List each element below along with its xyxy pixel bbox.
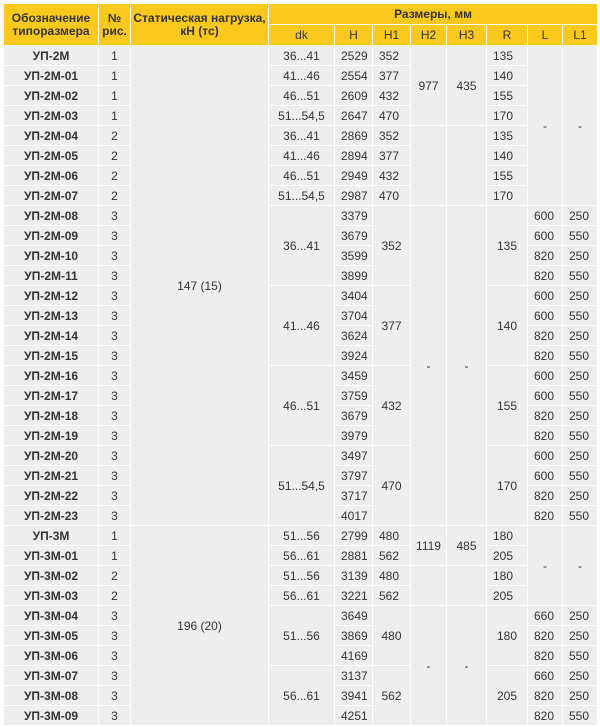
h-cell: 3139 — [335, 566, 373, 586]
h-cell: 3899 — [335, 266, 373, 286]
fig-no-cell: 1 — [99, 46, 131, 66]
l-cell: 600 — [528, 286, 563, 306]
fig-no-cell: 3 — [99, 246, 131, 266]
l1-cell: 250 — [563, 406, 598, 426]
table-row — [4, 586, 598, 606]
h1-cell: 432 — [373, 166, 411, 186]
dk-cell: 41...46 — [269, 286, 335, 366]
l-cell: 820 — [528, 626, 563, 646]
fig-no-cell: 3 — [99, 646, 131, 666]
h3-empty-cell — [447, 126, 487, 206]
h-cell: 3379 — [335, 206, 373, 226]
designation-cell: УП-2М-03 — [4, 106, 99, 126]
table-row — [4, 106, 598, 126]
fig-no-cell: 1 — [99, 526, 131, 546]
r-cell: 140 — [487, 66, 528, 86]
fig-no-cell: 3 — [99, 486, 131, 506]
designation-cell: УП-2М-12 — [4, 286, 99, 306]
l1-cell: 250 — [563, 326, 598, 346]
h1-cell: 480 — [373, 606, 411, 666]
h2-empty-cell — [411, 126, 447, 206]
l1-cell: 550 — [563, 226, 598, 246]
designation-cell: УП-2М-02 — [4, 86, 99, 106]
l1-cell: 250 — [563, 286, 598, 306]
table-row — [4, 446, 598, 466]
l-cell: - — [528, 46, 563, 206]
h3-cell: 485 — [447, 526, 487, 566]
designation-cell: УП-2М-01 — [4, 66, 99, 86]
designation-cell: УП-2М-18 — [4, 406, 99, 426]
h1-cell: 480 — [373, 566, 411, 586]
h-cell: 3221 — [335, 586, 373, 606]
h-cell: 2894 — [335, 146, 373, 166]
h1-cell: 480 — [373, 526, 411, 546]
h1-cell: 377 — [373, 66, 411, 86]
designation-cell: УП-3М-05 — [4, 626, 99, 646]
h3-cell: - — [447, 206, 487, 526]
r-cell: 135 — [487, 46, 528, 66]
dk-cell: 51...54,5 — [269, 186, 335, 206]
table-row — [4, 186, 598, 206]
designation-cell: УП-2М-05 — [4, 146, 99, 166]
dk-cell: 41...46 — [269, 66, 335, 86]
h1-cell: 470 — [373, 186, 411, 206]
l-cell: 820 — [528, 646, 563, 666]
designation-cell: УП-2М — [4, 46, 99, 66]
h2-cell: 977 — [411, 46, 447, 126]
table-row — [4, 46, 598, 66]
dk-cell: 46...51 — [269, 366, 335, 446]
designation-cell: УП-2М-17 — [4, 386, 99, 406]
dk-cell: 41...46 — [269, 146, 335, 166]
static-load-cell: 196 (20) — [131, 526, 269, 726]
designation-cell: УП-2М-11 — [4, 266, 99, 286]
l1-cell: 250 — [563, 486, 598, 506]
designation-cell: УП-2М-20 — [4, 446, 99, 466]
l-cell: 600 — [528, 206, 563, 226]
header-designation: Обозначение типоразмера — [4, 4, 99, 46]
fig-no-cell: 2 — [99, 146, 131, 166]
l1-cell: 550 — [563, 346, 598, 366]
fig-no-cell: 2 — [99, 586, 131, 606]
l-cell: - — [528, 526, 563, 606]
h-cell: 3404 — [335, 286, 373, 306]
h-cell: 3459 — [335, 366, 373, 386]
table-row — [4, 206, 598, 226]
h-cell: 2554 — [335, 66, 373, 86]
l-cell: 600 — [528, 306, 563, 326]
header-col-h1: H1 — [373, 25, 411, 46]
dk-cell: 51...56 — [269, 526, 335, 546]
r-cell: 140 — [487, 286, 528, 366]
l-cell: 600 — [528, 466, 563, 486]
l1-cell: 550 — [563, 386, 598, 406]
h1-cell: 352 — [373, 126, 411, 146]
h1-cell: 562 — [373, 586, 411, 606]
table-row — [4, 666, 598, 686]
h-cell: 4169 — [335, 646, 373, 666]
h-cell: 2647 — [335, 106, 373, 126]
h1-cell: 352 — [373, 46, 411, 66]
table-row — [4, 366, 598, 386]
designation-cell: УП-2М-23 — [4, 506, 99, 526]
h-cell: 3717 — [335, 486, 373, 506]
designation-cell: УП-3М-06 — [4, 646, 99, 666]
l-cell: 820 — [528, 326, 563, 346]
fig-no-cell: 3 — [99, 386, 131, 406]
designation-cell: УП-3М-02 — [4, 566, 99, 586]
fig-no-cell: 3 — [99, 446, 131, 466]
designation-cell: УП-3М-07 — [4, 666, 99, 686]
l-cell: 600 — [528, 226, 563, 246]
l-cell: 820 — [528, 266, 563, 286]
l1-cell: 550 — [563, 426, 598, 446]
l1-cell: 250 — [563, 366, 598, 386]
dk-cell: 51...54,5 — [269, 106, 335, 126]
designation-cell: УП-3М-03 — [4, 586, 99, 606]
h1-cell: 352 — [373, 206, 411, 286]
h2-cell: - — [411, 206, 447, 526]
header-col-dk: dk — [269, 25, 335, 46]
r-cell: 205 — [487, 546, 528, 566]
h2-cell: 1119 — [411, 526, 447, 566]
h-cell: 3137 — [335, 666, 373, 686]
designation-cell: УП-2М-15 — [4, 346, 99, 366]
h-cell: 3869 — [335, 626, 373, 646]
l1-cell: 550 — [563, 306, 598, 326]
h-cell: 3599 — [335, 246, 373, 266]
table-row — [4, 86, 598, 106]
designation-cell: УП-2М-10 — [4, 246, 99, 266]
r-cell: 180 — [487, 566, 528, 586]
l1-cell: 250 — [563, 246, 598, 266]
r-cell: 170 — [487, 446, 528, 526]
fig-no-cell: 3 — [99, 506, 131, 526]
h-cell: 3649 — [335, 606, 373, 626]
dk-cell: 51...56 — [269, 566, 335, 586]
h2-cell: - — [411, 606, 447, 726]
table-row — [4, 546, 598, 566]
h-cell: 3759 — [335, 386, 373, 406]
designation-cell: УП-2М-22 — [4, 486, 99, 506]
r-cell: 135 — [487, 206, 528, 286]
fig-no-cell: 3 — [99, 326, 131, 346]
fig-no-cell: 2 — [99, 186, 131, 206]
fig-no-cell: 1 — [99, 86, 131, 106]
header-col-h: H — [335, 25, 373, 46]
designation-cell: УП-3М-09 — [4, 706, 99, 726]
l-cell: 600 — [528, 386, 563, 406]
l-cell: 820 — [528, 486, 563, 506]
h-cell: 2609 — [335, 86, 373, 106]
l1-cell: 250 — [563, 686, 598, 706]
dk-cell: 56...61 — [269, 546, 335, 566]
l-cell: 820 — [528, 346, 563, 366]
fig-no-cell: 2 — [99, 126, 131, 146]
specification-table — [3, 3, 598, 726]
l1-cell: 250 — [563, 626, 598, 646]
designation-cell: УП-2М-04 — [4, 126, 99, 146]
h-cell: 4251 — [335, 706, 373, 726]
dk-cell: 51...56 — [269, 606, 335, 666]
designation-cell: УП-2М-16 — [4, 366, 99, 386]
h-cell: 3704 — [335, 306, 373, 326]
l-cell: 820 — [528, 686, 563, 706]
h-cell: 4017 — [335, 506, 373, 526]
l1-cell: 550 — [563, 646, 598, 666]
l-cell: 820 — [528, 406, 563, 426]
dk-cell: 56...61 — [269, 586, 335, 606]
h3-cell: 435 — [447, 46, 487, 126]
table-row — [4, 286, 598, 306]
dk-cell: 36...41 — [269, 46, 335, 66]
fig-no-cell: 2 — [99, 166, 131, 186]
h1-cell: 432 — [373, 366, 411, 446]
l-cell: 600 — [528, 366, 563, 386]
l1-cell: 550 — [563, 506, 598, 526]
h-cell: 3924 — [335, 346, 373, 366]
h-cell: 3679 — [335, 406, 373, 426]
dk-cell: 51...54,5 — [269, 446, 335, 526]
table-row — [4, 126, 598, 146]
fig-no-cell: 3 — [99, 406, 131, 426]
l-cell: 820 — [528, 426, 563, 446]
l-cell: 600 — [528, 446, 563, 466]
fig-no-cell: 3 — [99, 226, 131, 246]
l1-cell: 250 — [563, 446, 598, 466]
r-cell: 205 — [487, 666, 528, 726]
designation-cell: УП-2М-07 — [4, 186, 99, 206]
h-cell: 3497 — [335, 446, 373, 466]
header-col-r: R — [487, 25, 528, 46]
header-col-h2: H2 — [411, 25, 447, 46]
designation-cell: УП-3М-04 — [4, 606, 99, 626]
header-col-l1: L1 — [563, 25, 598, 46]
h-cell: 2869 — [335, 126, 373, 146]
header-col-h3: H3 — [447, 25, 487, 46]
h1-cell: 562 — [373, 666, 411, 726]
h-cell: 3979 — [335, 426, 373, 446]
table-row — [4, 66, 598, 86]
fig-no-cell: 3 — [99, 666, 131, 686]
r-cell: 180 — [487, 526, 528, 546]
table-row — [4, 166, 598, 186]
h3-empty-cell — [447, 566, 487, 606]
fig-no-cell: 3 — [99, 286, 131, 306]
h1-cell: 562 — [373, 546, 411, 566]
table-row — [4, 566, 598, 586]
l1-cell: 550 — [563, 706, 598, 726]
h-cell: 2799 — [335, 526, 373, 546]
r-cell: 205 — [487, 586, 528, 606]
designation-cell: УП-3М — [4, 526, 99, 546]
designation-cell: УП-2М-06 — [4, 166, 99, 186]
l1-cell: 550 — [563, 466, 598, 486]
fig-no-cell: 1 — [99, 66, 131, 86]
fig-no-cell: 3 — [99, 466, 131, 486]
header-static-load: Статическая нагрузка, кН (тс) — [131, 4, 269, 46]
l1-cell: - — [563, 526, 598, 606]
designation-cell: УП-2М-08 — [4, 206, 99, 226]
header-dimensions: Размеры, мм — [269, 4, 598, 25]
table-row — [4, 606, 598, 626]
fig-no-cell: 1 — [99, 546, 131, 566]
l1-cell: 250 — [563, 206, 598, 226]
r-cell: 170 — [487, 106, 528, 126]
table-row — [4, 146, 598, 166]
designation-cell: УП-2М-19 — [4, 426, 99, 446]
fig-no-cell: 3 — [99, 366, 131, 386]
h1-cell: 470 — [373, 106, 411, 126]
r-cell: 155 — [487, 86, 528, 106]
table-row — [4, 526, 598, 546]
header-fig-no: № рис. — [99, 4, 131, 46]
r-cell: 170 — [487, 186, 528, 206]
fig-no-cell: 3 — [99, 606, 131, 626]
designation-cell: УП-3М-08 — [4, 686, 99, 706]
designation-cell: УП-2М-09 — [4, 226, 99, 246]
r-cell: 155 — [487, 166, 528, 186]
dk-cell: 36...41 — [269, 126, 335, 146]
dk-cell: 56...61 — [269, 666, 335, 726]
l1-cell: 250 — [563, 606, 598, 626]
fig-no-cell: 3 — [99, 206, 131, 226]
l-cell: 820 — [528, 246, 563, 266]
h-cell: 3679 — [335, 226, 373, 246]
fig-no-cell: 1 — [99, 106, 131, 126]
designation-cell: УП-2М-13 — [4, 306, 99, 326]
h-cell: 2949 — [335, 166, 373, 186]
h-cell: 2987 — [335, 186, 373, 206]
l1-cell: 550 — [563, 266, 598, 286]
r-cell: 155 — [487, 366, 528, 446]
fig-no-cell: 3 — [99, 266, 131, 286]
h-cell: 2529 — [335, 46, 373, 66]
designation-cell: УП-2М-14 — [4, 326, 99, 346]
h-cell: 3941 — [335, 686, 373, 706]
designation-cell: УП-3М-01 — [4, 546, 99, 566]
h2-empty-cell — [411, 566, 447, 606]
h-cell: 3624 — [335, 326, 373, 346]
header-col-l: L — [528, 25, 563, 46]
l1-cell: 250 — [563, 666, 598, 686]
h1-cell: 377 — [373, 146, 411, 166]
fig-no-cell: 3 — [99, 306, 131, 326]
fig-no-cell: 3 — [99, 686, 131, 706]
l1-cell: - — [563, 46, 598, 206]
h1-cell: 377 — [373, 286, 411, 366]
dk-cell: 36...41 — [269, 206, 335, 286]
fig-no-cell: 3 — [99, 706, 131, 726]
static-load-cell: 147 (15) — [131, 46, 269, 526]
h-cell: 2881 — [335, 546, 373, 566]
l-cell: 660 — [528, 666, 563, 686]
l-cell: 660 — [528, 606, 563, 626]
h1-cell: 470 — [373, 446, 411, 526]
designation-cell: УП-2М-21 — [4, 466, 99, 486]
r-cell: 180 — [487, 606, 528, 666]
r-cell: 135 — [487, 126, 528, 146]
fig-no-cell: 3 — [99, 626, 131, 646]
fig-no-cell: 3 — [99, 426, 131, 446]
r-cell: 140 — [487, 146, 528, 166]
l-cell: 820 — [528, 506, 563, 526]
dk-cell: 46...51 — [269, 86, 335, 106]
dk-cell: 46...51 — [269, 166, 335, 186]
fig-no-cell: 2 — [99, 566, 131, 586]
fig-no-cell: 3 — [99, 346, 131, 366]
h1-cell: 432 — [373, 86, 411, 106]
h-cell: 3797 — [335, 466, 373, 486]
h3-cell: - — [447, 606, 487, 726]
l-cell: 820 — [528, 706, 563, 726]
